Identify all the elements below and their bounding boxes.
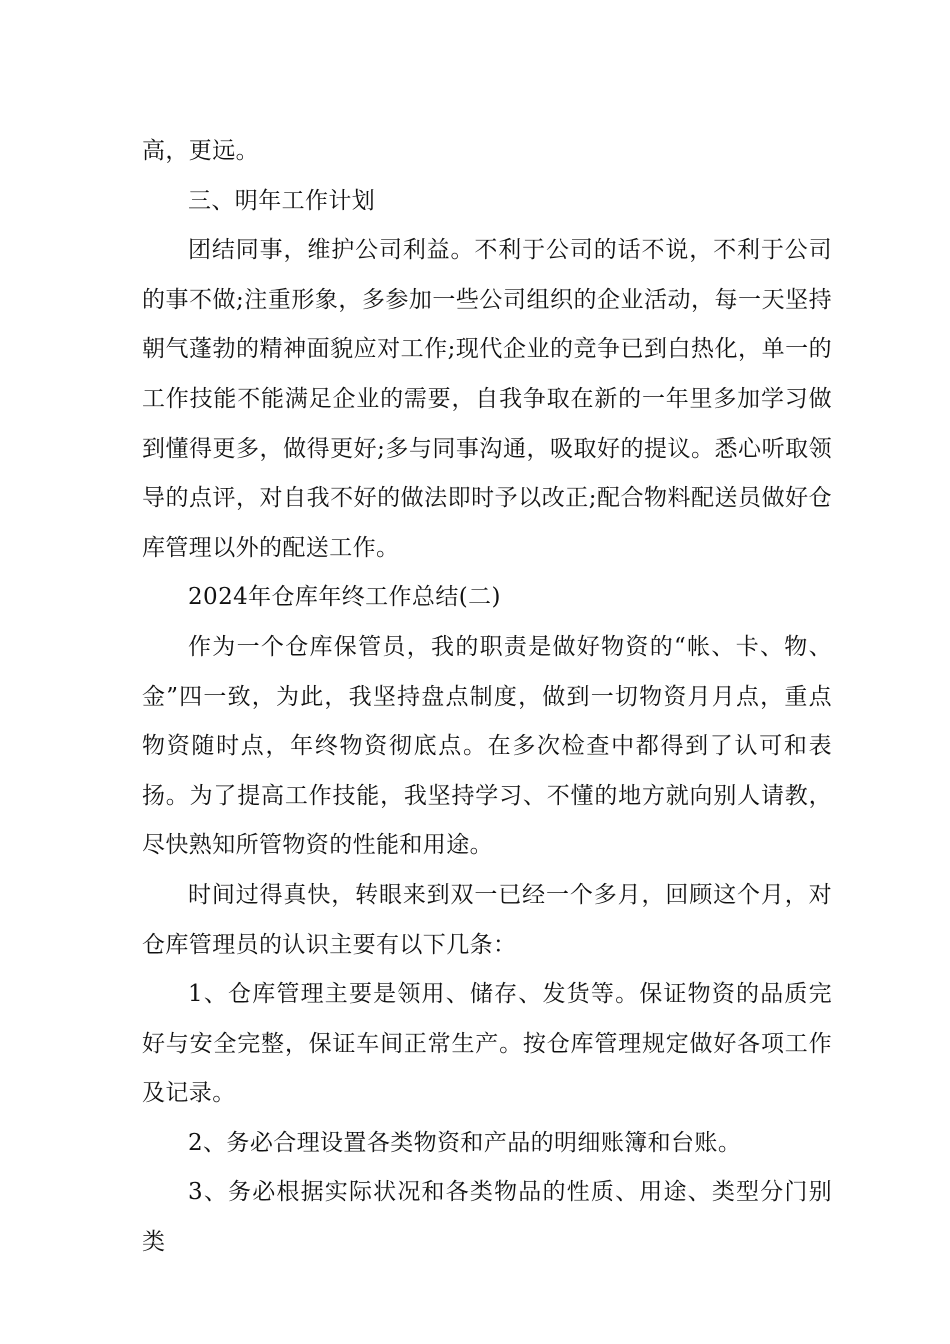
list-item-3: 3、务必根据实际状况和各类物品的性质、用途、类型分门别类 xyxy=(142,1179,832,1256)
section-heading-next-year-plan: 三、明年工作计划 xyxy=(188,187,376,214)
list-item-2: 2、务必合理设置各类物资和产品的明细账簿和台账。 xyxy=(188,1129,742,1156)
paragraph-month-review: 时间过得真快，转眼来到双一已经一个多月，回顾这个月，对仓库管理员的认识主要有以下几条： xyxy=(142,881,832,958)
document-body xyxy=(142,127,832,1268)
list-item-1: 1、仓库管理主要是领用、储存、发货等。保证物资的品质完好与安全完整，保证车间正常生产。按仓库管理规定做好各项工作及记录。 xyxy=(142,981,832,1107)
paragraph-plan-details: 团结同事，维护公司利益。不利于公司的话不说，不利于公司的事不做;注重形象，多参加一些公司组织的企业活动，每一天坚持朝气蓬勃的精神面貌应对工作;现代企业的竞争已到白热化，单一的工作技能不能满足企业的需要，自我争取在新的一年里多加学习做到懂得更多，做得更好;多与同事沟通，吸取好的提议。悉心听取领导的点评，对自我不好的做法即时予以改正;配合物料配送员做好仓库管理以外的配送工作。 xyxy=(142,237,832,561)
paragraph-continuation: 高，更远。 xyxy=(142,138,259,164)
section-heading-summary-two: 2024年仓库年终工作总结(二) xyxy=(188,584,501,611)
paragraph-keeper-duties: 作为一个仓库保管员，我的职责是做好物资的“帐、卡、物、金”四一致，为此，我坚持盘点制度，做到一切物资月月点，重点物资随时点，年终物资彻底点。在多次检查中都得到了认可和表扬。为了提高工作技能，我坚持学习、不懂的地方就向别人请教，尽快熟知所管物资的性能和用途。 xyxy=(142,633,832,859)
